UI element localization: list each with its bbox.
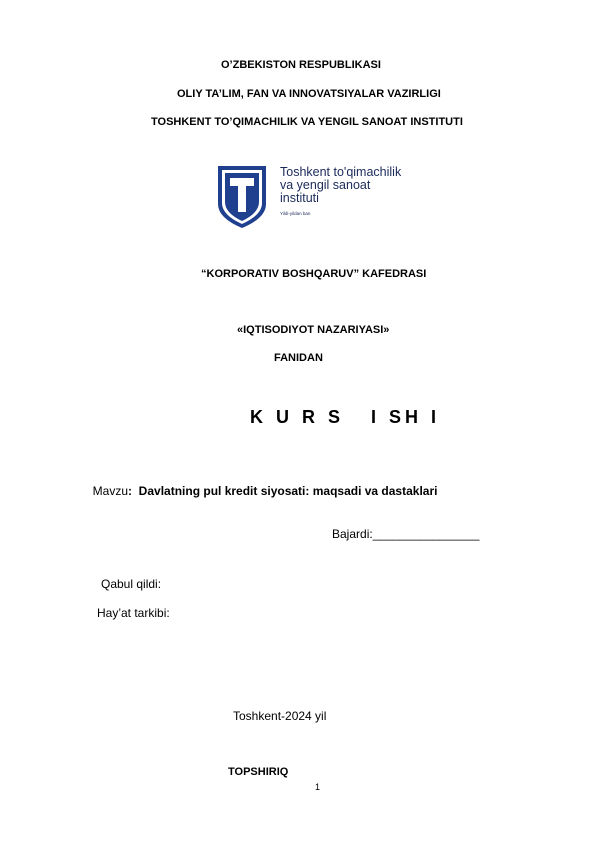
assignment-heading: TOPSHIRIQ — [228, 766, 289, 778]
header-republic: O’ZBEKISTON RESPUBLIKASI — [221, 59, 381, 71]
institute-logo — [216, 164, 431, 230]
accepted-by: Qabul qildi: — [101, 577, 162, 591]
work-title: K U R S I SH I — [250, 407, 441, 427]
header-ministry: OLIY TA’LIM, FAN VA INNOVATSIYALAR VAZIRLIGI — [177, 88, 441, 100]
topic-colon: : — [128, 484, 133, 498]
shield-icon — [216, 164, 268, 230]
subject-suffix: FANIDAN — [274, 352, 323, 364]
committee: Hay’at tarkibi: — [97, 606, 170, 620]
department-name: “KORPORATIV BOSHQARUV” KAFEDRASI — [201, 268, 427, 280]
place-year: Toshkent-2024 yil — [233, 709, 327, 723]
header-institute: TOSHKENT TO’QIMACHILIK VA YENGIL SANOAT INSTITUTI — [151, 116, 463, 128]
performed-by: Bajardi:________________ — [332, 527, 480, 541]
topic-line — [86, 470, 437, 498]
subject-name: «IQTISODIYOT NAZARIYASI» — [237, 324, 390, 336]
logo-tagline: Yildi-yildan ban — [280, 211, 311, 216]
topic-value: Davlatning pul kredit siyosati: maqsadi va dastaklari — [132, 484, 438, 498]
topic-label: Mavzu — [92, 484, 129, 498]
logo-text: Toshkent to'qimachilik va yengil sanoat instituti — [280, 165, 402, 205]
page-number: 1 — [315, 782, 321, 792]
